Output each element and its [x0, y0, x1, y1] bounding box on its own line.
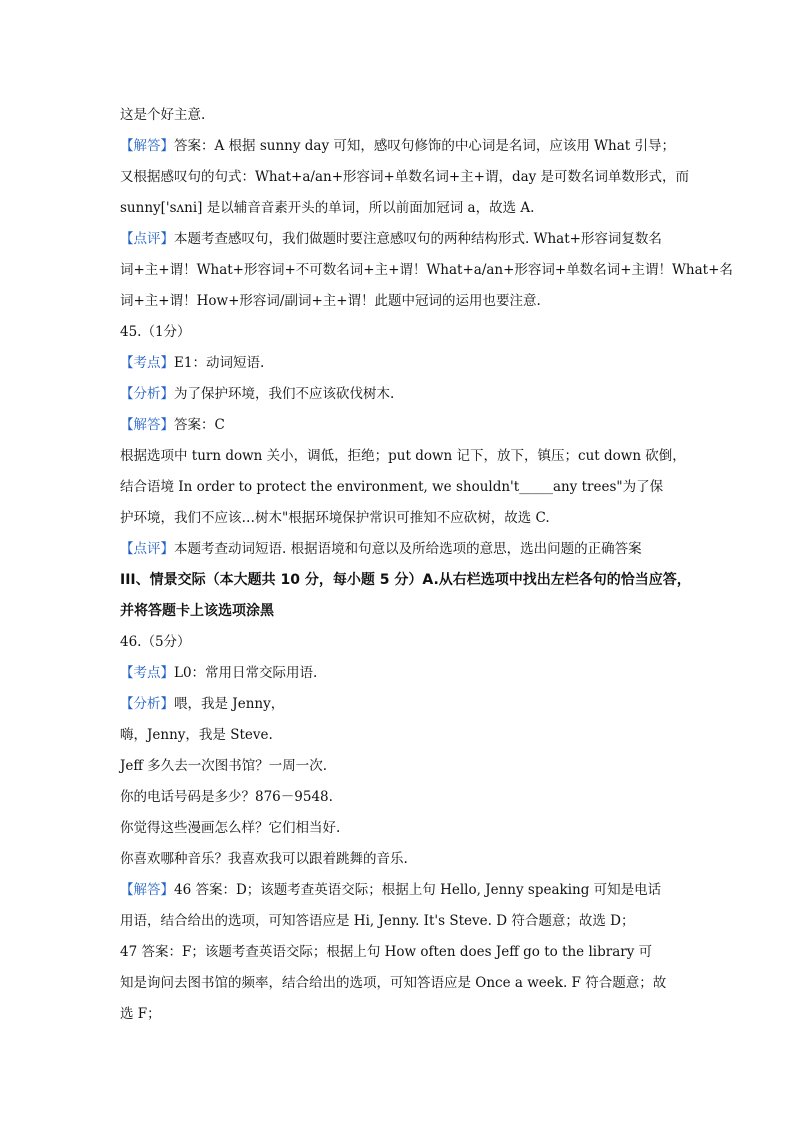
line-text: 46.（5分）: [120, 634, 191, 650]
text-line: [120, 472, 680, 503]
line-text: 47 答案：F；该题考查英语交际；根据上句 How often does Jeff go to the library 可: [120, 944, 653, 960]
text-line: [120, 534, 680, 565]
section-tag: 【考点】: [120, 355, 174, 371]
text-line: [120, 286, 680, 317]
line-text: 用语，结合给出的选项，可知答语应是 Hi, Jenny. It's Steve. D 符合题意；故选 D；: [120, 913, 635, 929]
line-text: L0：常用日常交际用语.: [174, 665, 318, 681]
line-text: 并将答题卡上该选项涂黑: [120, 603, 274, 619]
text-line: [120, 162, 690, 193]
section-tag: 【解答】: [120, 138, 174, 154]
text-line: [120, 782, 680, 813]
line-text: 根据选项中 turn down 关小，调低，拒绝；put down 记下，放下，镇压；cut down 砍倒，: [120, 448, 686, 464]
text-line: [120, 410, 680, 441]
line-text: 本题考查感叹句，我们做题时要注意感叹句的两种结构形式. What+形容词复数名: [174, 231, 662, 247]
section-tag: 【解答】: [120, 882, 174, 898]
line-text: 护环境，我们不应该…树木"根据环境保护常识可推知不应砍树，故选 C.: [120, 510, 550, 526]
text-line: [120, 627, 680, 658]
line-text: 选 F；: [120, 1006, 161, 1022]
text-line: [120, 193, 680, 224]
text-line: [120, 689, 680, 720]
line-text: sunny['sʌni] 是以辅音音素开头的单词，所以前面加冠词 a，故选 A.: [120, 200, 535, 216]
line-text: 你觉得这些漫画怎么样？它们相当好.: [120, 820, 341, 836]
line-text: 词+主+谓！How+形容词/副词+主+谓！此题中冠词的运用也要注意.: [120, 293, 541, 309]
section-tag: 【分析】: [120, 696, 174, 712]
line-text: 答案：A 根据 sunny day 可知，感叹句修饰的中心词是名词，应该用 What 引导；: [174, 138, 675, 154]
text-line: [120, 100, 680, 131]
section-tag: 【分析】: [120, 386, 174, 402]
line-text: 为了保护环境，我们不应该砍伐树木.: [174, 386, 395, 402]
text-line: [120, 875, 680, 906]
text-line: [120, 968, 680, 999]
text-line: [120, 441, 686, 472]
line-text: 知是询问去图书馆的频率，结合给出的选项，可知答语应是 Once a week. F 符合题意；故: [120, 975, 667, 991]
text-line: [120, 255, 733, 286]
line-text: Jeff 多久去一次图书馆？一周一次.: [120, 758, 328, 774]
text-line: [120, 317, 680, 348]
line-text: E1：动词短语.: [174, 355, 265, 371]
line-text: III、情景交际（本大题共 10 分，每小题 5 分）A.从右栏选项中找出左栏各句的恰当应答，: [120, 572, 691, 588]
text-line: [120, 937, 680, 968]
line-text: 词+主+谓！What+形容词+不可数名词+主+谓！What+a/an+形容词+单数名词+主谓！What+名: [120, 262, 733, 278]
line-text: 你的电话号码是多少？876－9548.: [120, 789, 333, 805]
line-text: 结合语境 In order to protect the environment, we shouldn't_____any trees"为了保: [120, 479, 664, 495]
text-line: [120, 348, 680, 379]
section-tag: 【点评】: [120, 541, 174, 557]
text-line: [120, 565, 691, 596]
text-line: [120, 224, 680, 255]
section-tag: 【解答】: [120, 417, 174, 433]
section-tag: 【点评】: [120, 231, 174, 247]
text-line: [120, 379, 680, 410]
line-text: 46 答案：D；该题考查英语交际；根据上句 Hello, Jenny speaking 可知是电话: [174, 882, 662, 898]
text-line: [120, 596, 680, 627]
text-line: [120, 658, 680, 689]
line-text: 你喜欢哪种音乐？我喜欢我可以跟着跳舞的音乐.: [120, 851, 408, 867]
text-line: [120, 906, 680, 937]
text-line: [120, 844, 680, 875]
section-tag: 【考点】: [120, 665, 174, 681]
text-line: [120, 720, 680, 751]
text-line: [120, 131, 680, 162]
text-line: [120, 751, 680, 782]
text-line: [120, 813, 680, 844]
line-text: 又根据感叹句的句式：What+a/an+形容词+单数名词+主+谓，day 是可数名词单数形式，而: [120, 169, 690, 185]
line-text: 喂，我是 Jenny，: [174, 696, 285, 712]
line-text: 嗨，Jenny，我是 Steve.: [120, 727, 273, 743]
line-text: 45.（1分）: [120, 324, 191, 340]
text-line: [120, 999, 680, 1030]
line-text: 本题考查动词短语. 根据语境和句意以及所给选项的意思，选出问题的正确答案: [174, 541, 642, 557]
line-text: 这是个好主意.: [120, 107, 206, 123]
line-text: 答案：C: [174, 417, 225, 433]
text-line: [120, 503, 680, 534]
document-page: [120, 100, 733, 1030]
